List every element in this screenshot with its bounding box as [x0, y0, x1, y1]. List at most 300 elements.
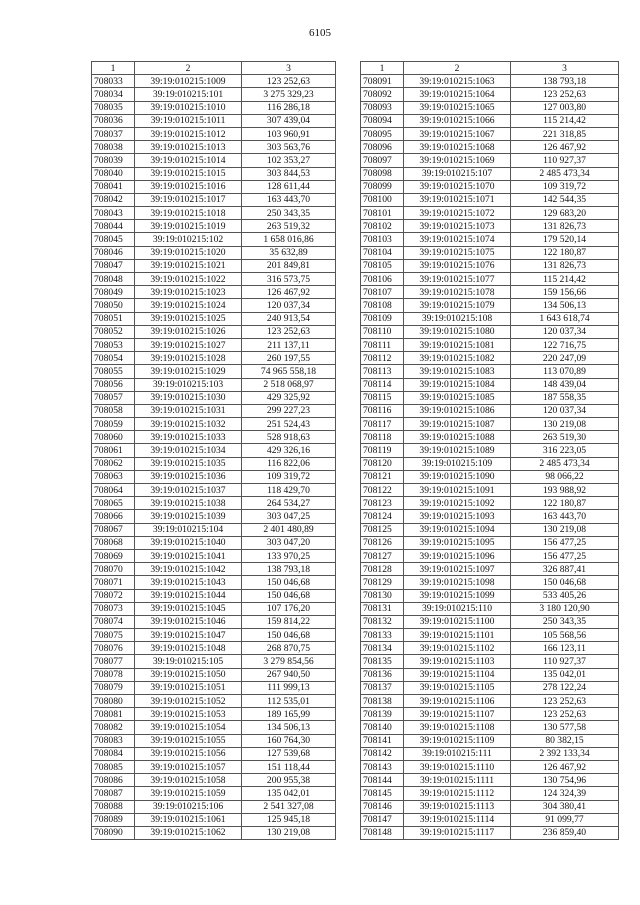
- cadastral-number-cell: 39:19:010215:1076: [404, 259, 511, 272]
- cadastral-number-cell: 39:19:010215:1067: [404, 127, 511, 140]
- table-row: [361, 589, 619, 602]
- row-number-cell: 708109: [361, 312, 404, 325]
- value-cell: 126 467,92: [242, 286, 336, 299]
- row-number-cell: 708098: [361, 167, 404, 180]
- cadastral-number-cell: 39:19:010215:1109: [404, 734, 511, 747]
- value-cell: 111 999,13: [242, 681, 336, 694]
- value-cell: 134 506,13: [242, 721, 336, 734]
- value-cell: 115 214,42: [511, 114, 619, 127]
- row-number-cell: 708040: [92, 167, 135, 180]
- table-row: [92, 220, 336, 233]
- cadastral-number-cell: 39:19:010215:1012: [135, 127, 242, 140]
- table-row: [361, 800, 619, 813]
- value-cell: 193 988,92: [511, 484, 619, 497]
- row-number-cell: 708088: [92, 800, 135, 813]
- cadastral-number-cell: 39:19:010215:1108: [404, 721, 511, 734]
- table-row: [361, 602, 619, 615]
- value-cell: 200 955,38: [242, 774, 336, 787]
- table-row: [92, 813, 336, 826]
- row-number-cell: 708080: [92, 695, 135, 708]
- row-number-cell: 708102: [361, 220, 404, 233]
- table-row: [361, 101, 619, 114]
- table-row: [92, 127, 336, 140]
- table-row: [361, 721, 619, 734]
- table-row: [92, 549, 336, 562]
- value-cell: 103 960,91: [242, 127, 336, 140]
- cadastral-number-cell: 39:19:010215:109: [404, 457, 511, 470]
- row-number-cell: 708144: [361, 774, 404, 787]
- row-number-cell: 708138: [361, 695, 404, 708]
- value-cell: 304 380,41: [511, 800, 619, 813]
- table-row: [361, 246, 619, 259]
- cadastral-number-cell: 39:19:010215:105: [135, 655, 242, 668]
- table-row: [92, 615, 336, 628]
- row-number-cell: 708065: [92, 497, 135, 510]
- value-cell: 134 506,13: [511, 299, 619, 312]
- cadastral-number-cell: 39:19:010215:1096: [404, 549, 511, 562]
- table-row: [361, 470, 619, 483]
- table-row: [361, 510, 619, 523]
- value-cell: 179 520,14: [511, 233, 619, 246]
- value-cell: 91 099,77: [511, 813, 619, 826]
- row-number-cell: 708039: [92, 154, 135, 167]
- table-row: [92, 180, 336, 193]
- table-row: [92, 747, 336, 760]
- table-row: [361, 681, 619, 694]
- cadastral-number-cell: 39:19:010215:1106: [404, 695, 511, 708]
- cadastral-number-cell: 39:19:010215:1020: [135, 246, 242, 259]
- value-cell: 122 180,87: [511, 497, 619, 510]
- row-number-cell: 708054: [92, 352, 135, 365]
- row-number-cell: 708056: [92, 378, 135, 391]
- row-number-cell: 708141: [361, 734, 404, 747]
- value-cell: 2 541 327,08: [242, 800, 336, 813]
- table-row: [92, 404, 336, 417]
- table-row: [92, 642, 336, 655]
- cadastral-number-cell: 39:19:010215:1018: [135, 207, 242, 220]
- cadastral-number-cell: 39:19:010215:1011: [135, 114, 242, 127]
- row-number-cell: 708051: [92, 312, 135, 325]
- row-number-cell: 708134: [361, 642, 404, 655]
- value-cell: 130 754,96: [511, 774, 619, 787]
- cadastral-number-cell: 39:19:010215:1030: [135, 391, 242, 404]
- row-number-cell: 708136: [361, 668, 404, 681]
- table-row: [361, 75, 619, 88]
- value-cell: 166 123,11: [511, 642, 619, 655]
- table-row: [361, 655, 619, 668]
- cadastral-number-cell: 39:19:010215:1014: [135, 154, 242, 167]
- value-cell: 263 519,32: [242, 220, 336, 233]
- row-number-cell: 708084: [92, 747, 135, 760]
- row-number-cell: 708059: [92, 418, 135, 431]
- left-table-body: [92, 62, 336, 840]
- table-row: [92, 259, 336, 272]
- table-row: [361, 233, 619, 246]
- row-number-cell: 708074: [92, 615, 135, 628]
- row-number-cell: 708104: [361, 246, 404, 259]
- cadastral-number-cell: 39:19:010215:1054: [135, 721, 242, 734]
- row-number-cell: 708055: [92, 365, 135, 378]
- row-number-cell: 708091: [361, 75, 404, 88]
- table-row: [92, 114, 336, 127]
- value-cell: 110 927,37: [511, 655, 619, 668]
- row-number-cell: 708081: [92, 708, 135, 721]
- row-number-cell: 708105: [361, 259, 404, 272]
- row-number-cell: 708071: [92, 576, 135, 589]
- row-number-cell: 708124: [361, 510, 404, 523]
- table-row: [92, 365, 336, 378]
- row-number-cell: 708046: [92, 246, 135, 259]
- row-number-cell: 708042: [92, 193, 135, 206]
- table-row: [361, 444, 619, 457]
- table-header-row: [361, 62, 619, 75]
- header-cell-col2: 2: [135, 62, 242, 75]
- row-number-cell: 708062: [92, 457, 135, 470]
- table-row: [92, 101, 336, 114]
- row-number-cell: 708097: [361, 154, 404, 167]
- table-row: [361, 813, 619, 826]
- table-row: [92, 141, 336, 154]
- table-row: [361, 259, 619, 272]
- cadastral-number-cell: 39:19:010215:1061: [135, 813, 242, 826]
- row-number-cell: 708120: [361, 457, 404, 470]
- cadastral-number-cell: 39:19:010215:107: [404, 167, 511, 180]
- table-row: [361, 391, 619, 404]
- cadastral-number-cell: 39:19:010215:1088: [404, 431, 511, 444]
- table-row: [92, 233, 336, 246]
- table-row: [92, 602, 336, 615]
- table-row: [361, 338, 619, 351]
- row-number-cell: 708076: [92, 642, 135, 655]
- table-row: [92, 338, 336, 351]
- row-number-cell: 708094: [361, 114, 404, 127]
- row-number-cell: 708101: [361, 207, 404, 220]
- table-row: [92, 589, 336, 602]
- value-cell: 150 046,68: [242, 629, 336, 642]
- value-cell: 221 318,85: [511, 127, 619, 140]
- value-cell: 123 252,63: [511, 708, 619, 721]
- value-cell: 109 319,72: [511, 180, 619, 193]
- value-cell: 2 401 480,89: [242, 523, 336, 536]
- value-cell: 159 156,66: [511, 286, 619, 299]
- value-cell: 2 392 133,34: [511, 747, 619, 760]
- row-number-cell: 708110: [361, 325, 404, 338]
- row-number-cell: 708049: [92, 286, 135, 299]
- table-row: [92, 576, 336, 589]
- cadastral-number-cell: 39:19:010215:1023: [135, 286, 242, 299]
- value-cell: 120 037,34: [511, 325, 619, 338]
- table-row: [361, 312, 619, 325]
- cadastral-number-cell: 39:19:010215:1048: [135, 642, 242, 655]
- row-number-cell: 708135: [361, 655, 404, 668]
- value-cell: 3 180 120,90: [511, 602, 619, 615]
- cadastral-number-cell: 39:19:010215:1051: [135, 681, 242, 694]
- row-number-cell: 708147: [361, 813, 404, 826]
- cadastral-number-cell: 39:19:010215:1058: [135, 774, 242, 787]
- cadastral-number-cell: 39:19:010215:111: [404, 747, 511, 760]
- table-row: [92, 484, 336, 497]
- cadastral-number-cell: 39:19:010215:1043: [135, 576, 242, 589]
- table-row: [92, 734, 336, 747]
- cadastral-number-cell: 39:19:010215:1080: [404, 325, 511, 338]
- value-cell: 80 382,15: [511, 734, 619, 747]
- row-number-cell: 708044: [92, 220, 135, 233]
- cadastral-number-cell: 39:19:010215:103: [135, 378, 242, 391]
- row-number-cell: 708132: [361, 615, 404, 628]
- cadastral-number-cell: 39:19:010215:1038: [135, 497, 242, 510]
- table-row: [361, 536, 619, 549]
- row-number-cell: 708128: [361, 563, 404, 576]
- cadastral-number-cell: 39:19:010215:1052: [135, 695, 242, 708]
- cadastral-number-cell: 39:19:010215:1103: [404, 655, 511, 668]
- value-cell: 116 286,18: [242, 101, 336, 114]
- row-number-cell: 708111: [361, 338, 404, 351]
- cadastral-number-cell: 39:19:010215:1094: [404, 523, 511, 536]
- row-number-cell: 708069: [92, 549, 135, 562]
- row-number-cell: 708103: [361, 233, 404, 246]
- value-cell: 1 643 618,74: [511, 312, 619, 325]
- cadastral-number-cell: 39:19:010215:1063: [404, 75, 511, 88]
- cadastral-number-cell: 39:19:010215:1090: [404, 470, 511, 483]
- cadastral-number-cell: 39:19:010215:1037: [135, 484, 242, 497]
- cadastral-number-cell: 39:19:010215:1035: [135, 457, 242, 470]
- table-row: [361, 418, 619, 431]
- cadastral-number-cell: 39:19:010215:1068: [404, 141, 511, 154]
- value-cell: 187 558,35: [511, 391, 619, 404]
- value-cell: 2 485 473,34: [511, 167, 619, 180]
- value-cell: 109 319,72: [242, 470, 336, 483]
- value-cell: 240 913,54: [242, 312, 336, 325]
- table-row: [92, 563, 336, 576]
- value-cell: 3 279 854,56: [242, 655, 336, 668]
- table-row: [361, 549, 619, 562]
- page-number: 6105: [309, 27, 331, 39]
- table-row: [92, 695, 336, 708]
- table-row: [361, 352, 619, 365]
- value-cell: 130 219,08: [511, 523, 619, 536]
- row-number-cell: 708060: [92, 431, 135, 444]
- cadastral-number-cell: 39:19:010215:1024: [135, 299, 242, 312]
- table-row: [92, 312, 336, 325]
- row-number-cell: 708043: [92, 207, 135, 220]
- table-row: [361, 88, 619, 101]
- value-cell: 138 793,18: [511, 75, 619, 88]
- value-cell: 299 227,23: [242, 404, 336, 417]
- cadastral-number-cell: 39:19:010215:1081: [404, 338, 511, 351]
- value-cell: 148 439,04: [511, 378, 619, 391]
- table-row: [92, 193, 336, 206]
- cadastral-number-cell: 39:19:010215:1015: [135, 167, 242, 180]
- left-register-table: [91, 61, 336, 840]
- cadastral-number-cell: 39:19:010215:1047: [135, 629, 242, 642]
- table-row: [92, 536, 336, 549]
- value-cell: 105 568,56: [511, 629, 619, 642]
- value-cell: 35 632,89: [242, 246, 336, 259]
- cadastral-number-cell: 39:19:010215:1086: [404, 404, 511, 417]
- value-cell: 303 563,76: [242, 141, 336, 154]
- row-number-cell: 708064: [92, 484, 135, 497]
- cadastral-number-cell: 39:19:010215:1045: [135, 602, 242, 615]
- row-number-cell: 708146: [361, 800, 404, 813]
- row-number-cell: 708107: [361, 286, 404, 299]
- table-row: [92, 497, 336, 510]
- value-cell: 127 539,68: [242, 747, 336, 760]
- value-cell: 123 252,63: [511, 695, 619, 708]
- value-cell: 127 003,80: [511, 101, 619, 114]
- cadastral-number-cell: 39:19:010215:1075: [404, 246, 511, 259]
- row-number-cell: 708139: [361, 708, 404, 721]
- value-cell: 138 793,18: [242, 563, 336, 576]
- cadastral-number-cell: 39:19:010215:1056: [135, 747, 242, 760]
- table-row: [361, 747, 619, 760]
- cadastral-number-cell: 39:19:010215:1092: [404, 497, 511, 510]
- row-number-cell: 708038: [92, 141, 135, 154]
- cadastral-number-cell: 39:19:010215:1098: [404, 576, 511, 589]
- cadastral-number-cell: 39:19:010215:1019: [135, 220, 242, 233]
- cadastral-number-cell: 39:19:010215:1066: [404, 114, 511, 127]
- table-row: [361, 523, 619, 536]
- row-number-cell: 708113: [361, 365, 404, 378]
- header-cell-col1: 1: [92, 62, 135, 75]
- row-number-cell: 708057: [92, 391, 135, 404]
- row-number-cell: 708085: [92, 760, 135, 773]
- value-cell: 303 844,53: [242, 167, 336, 180]
- table-row: [92, 391, 336, 404]
- row-number-cell: 708077: [92, 655, 135, 668]
- cadastral-number-cell: 39:19:010215:1010: [135, 101, 242, 114]
- table-row: [92, 800, 336, 813]
- value-cell: 160 764,30: [242, 734, 336, 747]
- row-number-cell: 708116: [361, 404, 404, 417]
- value-cell: 533 405,26: [511, 589, 619, 602]
- value-cell: 125 945,18: [242, 813, 336, 826]
- row-number-cell: 708140: [361, 721, 404, 734]
- cadastral-number-cell: 39:19:010215:1100: [404, 615, 511, 628]
- table-row: [92, 708, 336, 721]
- value-cell: 307 439,04: [242, 114, 336, 127]
- table-row: [361, 167, 619, 180]
- cadastral-number-cell: 39:19:010215:1059: [135, 787, 242, 800]
- table-row: [361, 378, 619, 391]
- cadastral-number-cell: 39:19:010215:1073: [404, 220, 511, 233]
- cadastral-number-cell: 39:19:010215:1033: [135, 431, 242, 444]
- cadastral-number-cell: 39:19:010215:1064: [404, 88, 511, 101]
- value-cell: 135 042,01: [511, 668, 619, 681]
- table-row: [92, 629, 336, 642]
- table-row: [361, 273, 619, 286]
- cadastral-number-cell: 39:19:010215:1085: [404, 391, 511, 404]
- header-cell-col1: 1: [361, 62, 404, 75]
- table-row: [361, 787, 619, 800]
- row-number-cell: 708035: [92, 101, 135, 114]
- table-row: [361, 708, 619, 721]
- cadastral-number-cell: 39:19:010215:1084: [404, 378, 511, 391]
- row-number-cell: 708050: [92, 299, 135, 312]
- cadastral-number-cell: 39:19:010215:1034: [135, 444, 242, 457]
- cadastral-number-cell: 39:19:010215:1027: [135, 338, 242, 351]
- row-number-cell: 708034: [92, 88, 135, 101]
- row-number-cell: 708121: [361, 470, 404, 483]
- table-row: [361, 299, 619, 312]
- value-cell: 131 826,73: [511, 259, 619, 272]
- row-number-cell: 708130: [361, 589, 404, 602]
- cadastral-number-cell: 39:19:010215:1114: [404, 813, 511, 826]
- value-cell: 1 658 016,86: [242, 233, 336, 246]
- cadastral-number-cell: 39:19:010215:102: [135, 233, 242, 246]
- table-row: [92, 286, 336, 299]
- value-cell: 124 324,39: [511, 787, 619, 800]
- table-row: [92, 207, 336, 220]
- cadastral-number-cell: 39:19:010215:1095: [404, 536, 511, 549]
- table-row: [361, 629, 619, 642]
- value-cell: 115 214,42: [511, 273, 619, 286]
- cadastral-number-cell: 39:19:010215:1013: [135, 141, 242, 154]
- table-row: [92, 325, 336, 338]
- row-number-cell: 708092: [361, 88, 404, 101]
- value-cell: 110 927,37: [511, 154, 619, 167]
- row-number-cell: 708075: [92, 629, 135, 642]
- row-number-cell: 708072: [92, 589, 135, 602]
- row-number-cell: 708067: [92, 523, 135, 536]
- cadastral-number-cell: 39:19:010215:1079: [404, 299, 511, 312]
- row-number-cell: 708066: [92, 510, 135, 523]
- cadastral-number-cell: 39:19:010215:1062: [135, 826, 242, 839]
- table-row: [361, 365, 619, 378]
- table-row: [361, 431, 619, 444]
- table-row: [361, 615, 619, 628]
- value-cell: 267 940,50: [242, 668, 336, 681]
- cadastral-number-cell: 39:19:010215:1028: [135, 352, 242, 365]
- table-row: [361, 484, 619, 497]
- table-row: [361, 576, 619, 589]
- row-number-cell: 708089: [92, 813, 135, 826]
- value-cell: 429 325,92: [242, 391, 336, 404]
- row-number-cell: 708083: [92, 734, 135, 747]
- table-row: [92, 510, 336, 523]
- cadastral-number-cell: 39:19:010215:1072: [404, 207, 511, 220]
- table-row: [92, 681, 336, 694]
- row-number-cell: 708123: [361, 497, 404, 510]
- table-row: [361, 325, 619, 338]
- row-number-cell: 708036: [92, 114, 135, 127]
- table-row: [92, 655, 336, 668]
- value-cell: 2 518 068,97: [242, 378, 336, 391]
- value-cell: 303 047,25: [242, 510, 336, 523]
- row-number-cell: 708079: [92, 681, 135, 694]
- table-row: [361, 760, 619, 773]
- value-cell: 113 070,89: [511, 365, 619, 378]
- value-cell: 150 046,68: [511, 576, 619, 589]
- value-cell: 98 066,22: [511, 470, 619, 483]
- table-row: [92, 88, 336, 101]
- row-number-cell: 708063: [92, 470, 135, 483]
- cadastral-number-cell: 39:19:010215:1101: [404, 629, 511, 642]
- value-cell: 120 037,34: [242, 299, 336, 312]
- value-cell: 130 219,08: [242, 826, 336, 839]
- value-cell: 189 165,99: [242, 708, 336, 721]
- cadastral-number-cell: 39:19:010215:101: [135, 88, 242, 101]
- value-cell: 250 343,35: [511, 615, 619, 628]
- cadastral-number-cell: 39:19:010215:1117: [404, 826, 511, 839]
- table-row: [361, 774, 619, 787]
- value-cell: 250 343,35: [242, 207, 336, 220]
- header-cell-col3: 3: [242, 62, 336, 75]
- cadastral-number-cell: 39:19:010215:1029: [135, 365, 242, 378]
- value-cell: 131 826,73: [511, 220, 619, 233]
- row-number-cell: 708126: [361, 536, 404, 549]
- cadastral-number-cell: 39:19:010215:1009: [135, 75, 242, 88]
- row-number-cell: 708117: [361, 418, 404, 431]
